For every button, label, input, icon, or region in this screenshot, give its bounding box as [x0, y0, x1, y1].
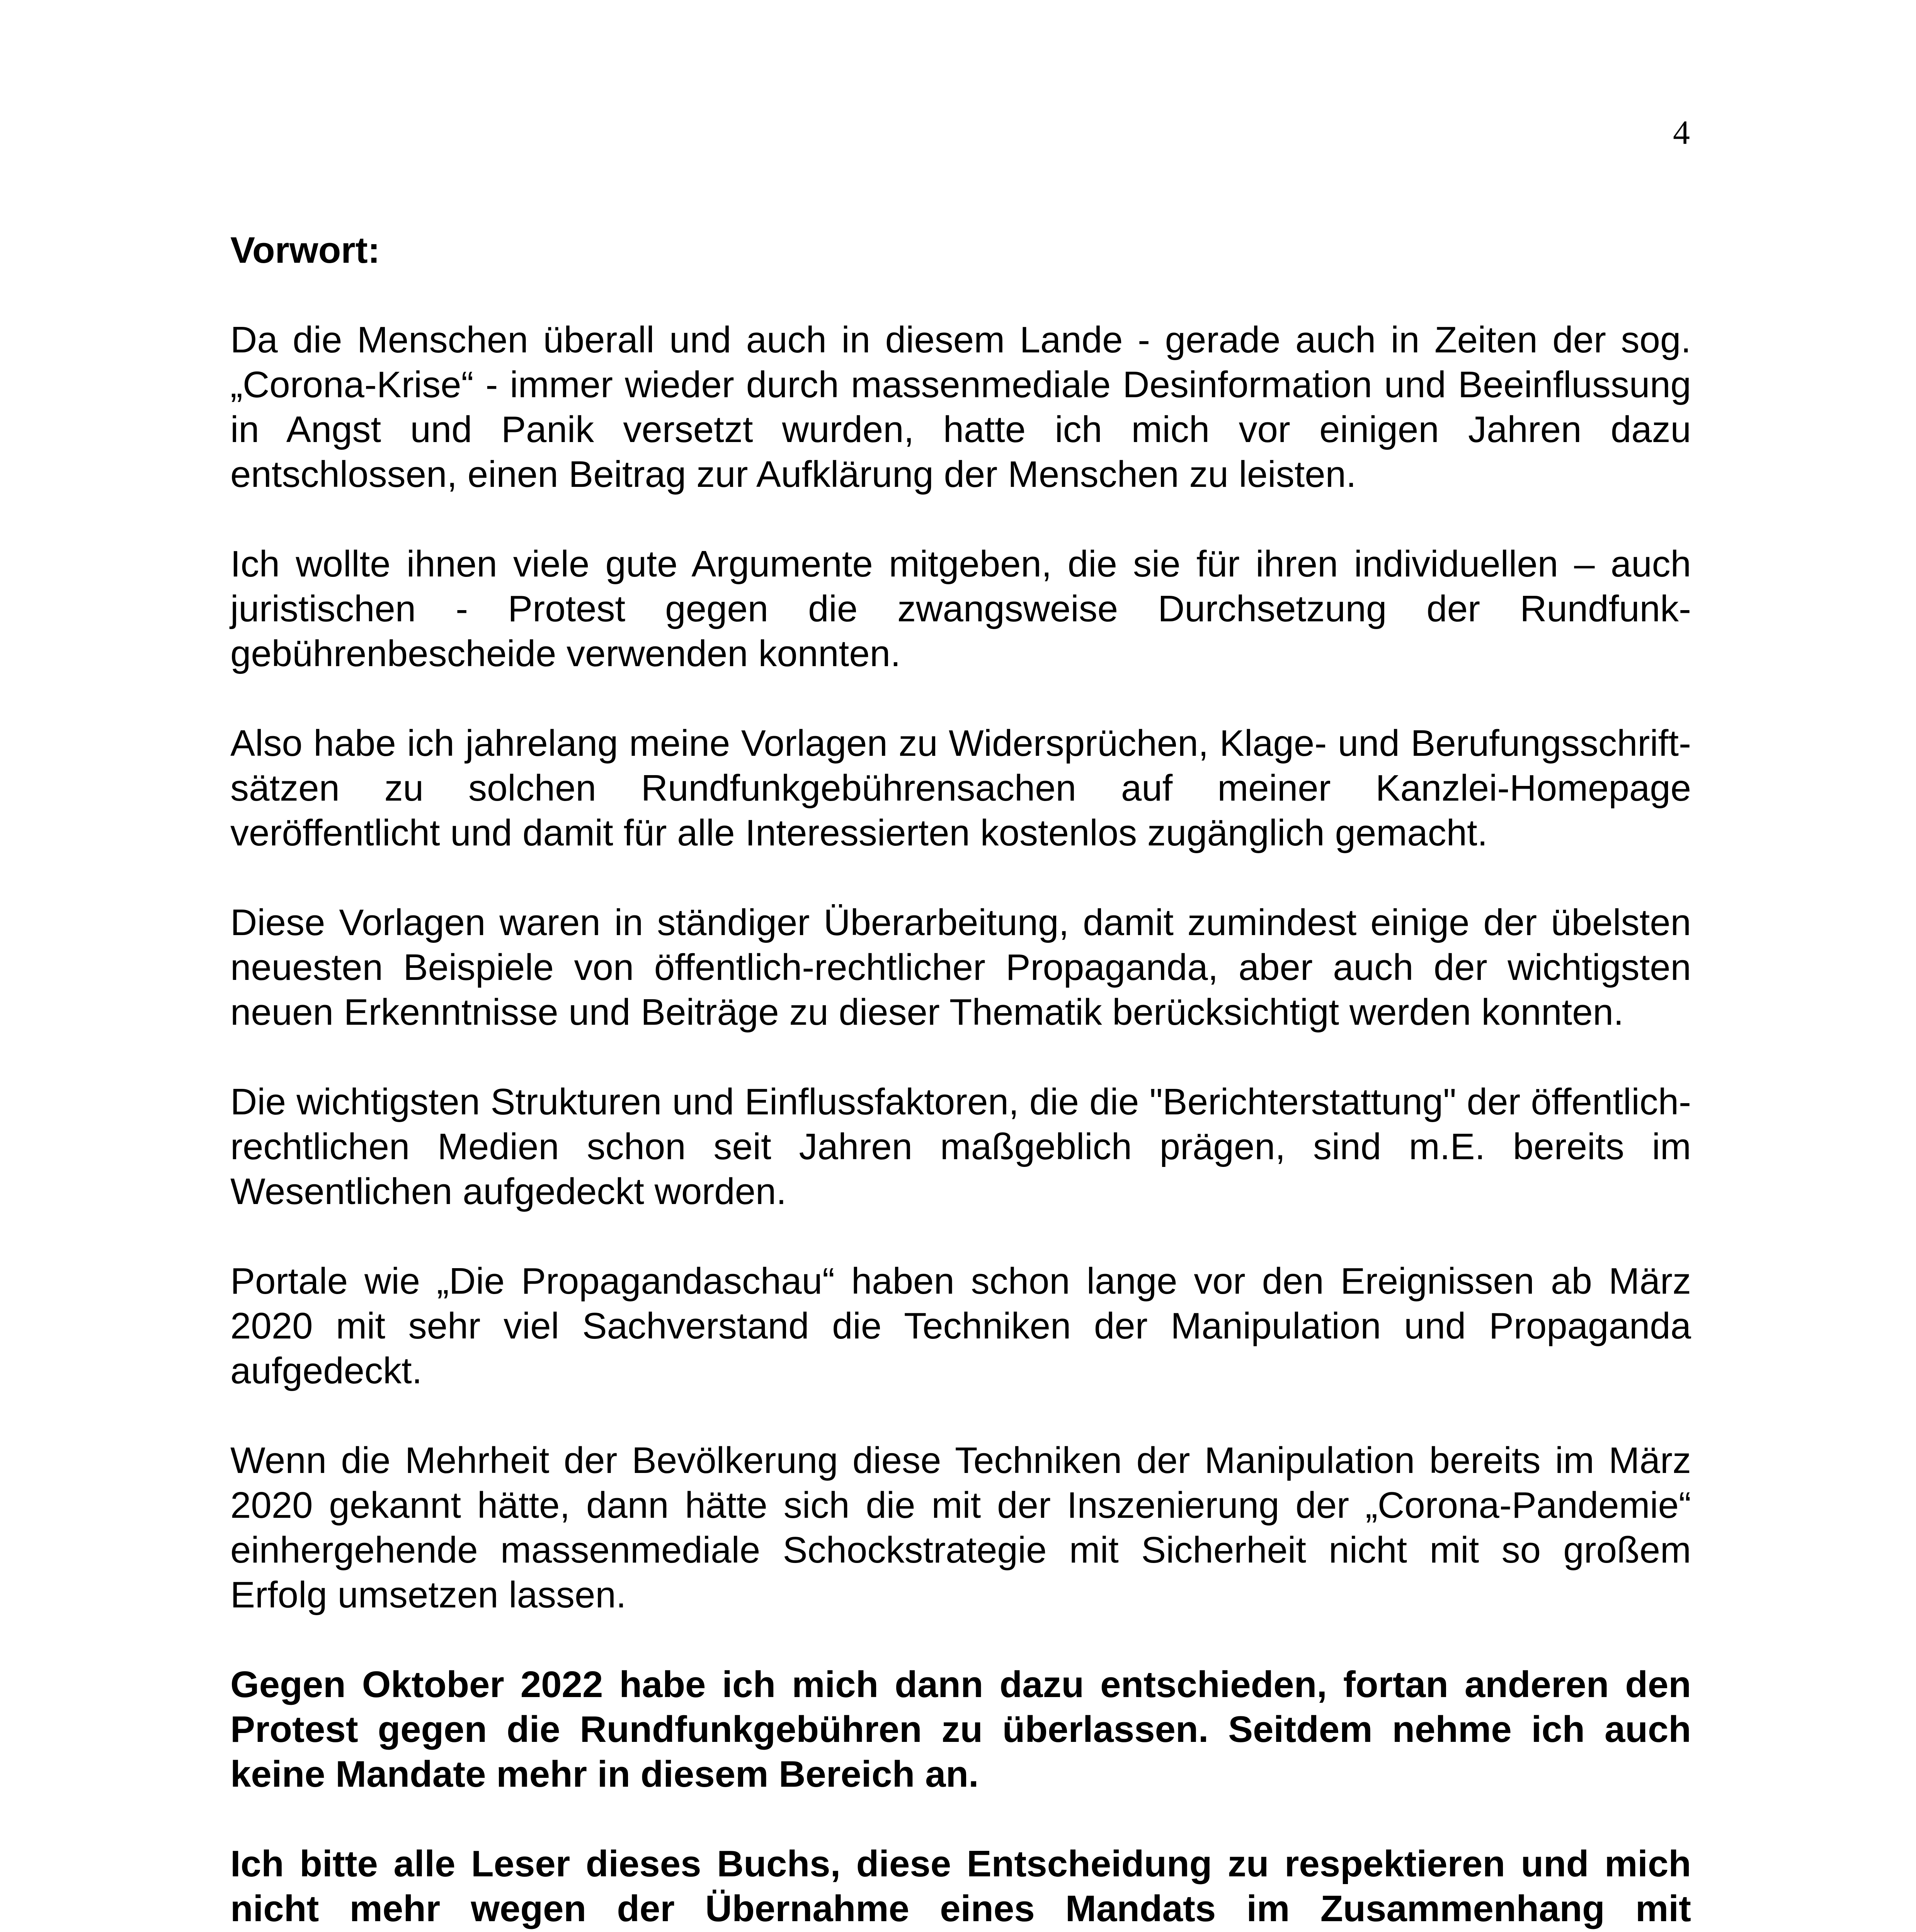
paragraph-5: Die wichtigsten Strukturen und Einflussfaktoren, die die "Berichterstattung" der öffentlich-rechtlichen Medien schon seit Jahren maßgeblich prägen, sind m.E. bereits im Wesentlichen aufgedeckt worden. [230, 1081, 1691, 1212]
paragraph-9-bold: Ich bitte alle Leser dieses Buchs, diese Entscheidung zu respektieren und mich nicht mehr wegen der Übernahme eines Mandats im Zusammenhang mit [230, 1843, 1691, 1929]
paragraph-8-bold: Gegen Oktober 2022 habe ich mich dann dazu entschieden, fortan anderen den Protest gegen die Rundfunkgebühren zu überlassen. Seitdem nehme ich auch keine Mandate mehr in diesem Bereich an. [230, 1664, 1691, 1795]
paragraph-3: Also habe ich jahrelang meine Vorlagen zu Widersprüchen, Klage- und Berufungsschrift-sätzen zu solchen Rundfunkgebührensachen auf meiner Kanzlei-Homepage veröffentlicht und damit für alle Interessierten kostenlos zugänglich gemacht. [230, 723, 1691, 854]
page-number: 4 [1673, 114, 1690, 151]
paragraph-7: Wenn die Mehrheit der Bevölkerung diese Techniken der Manipulation bereits im März 2020 gekannt hätte, dann hätte sich die mit der Inszenierung der „Corona-Pandemie“ einhergehende massenmediale Schockstrategie mit Sicherheit nicht mit so großem Erfolg umsetzen lassen. [230, 1440, 1691, 1616]
paragraph-1: Da die Menschen überall und auch in diesem Lande - gerade auch in Zeiten der sog. „Corona-Krise“ - immer wieder durch massenmediale Desinformation und Beeinflussung in Angst und Panik versetzt wurden, hatte ich mich vor einigen Jahren dazu entschlossen, einen Beitrag zur Aufklärung der Menschen zu leisten. [230, 319, 1691, 495]
paragraph-4: Diese Vorlagen waren in ständiger Überarbeitung, damit zumindest einige der übelsten neuesten Beispiele von öffentlich-rechtlicher Propaganda, aber auch der wichtigsten neuen Erkenntnisse und Beiträge zu dieser Thematik berücksichtigt werden konnten. [230, 902, 1691, 1033]
section-heading: Vorwort: [230, 230, 380, 271]
paragraph-6: Portale wie „Die Propagandaschau“ haben schon lange vor den Ereignissen ab März 2020 mit sehr viel Sachverstand die Techniken der Manipulation und Propaganda aufgedeckt. [230, 1260, 1691, 1391]
page-content [230, 228, 1691, 1932]
paragraph-2: Ich wollte ihnen viele gute Argumente mitgeben, die sie für ihren individuellen – auch juristischen - Protest gegen die zwangsweise Durchsetzung der Rundfunk-gebührenbescheide verwenden konnten. [230, 543, 1691, 674]
